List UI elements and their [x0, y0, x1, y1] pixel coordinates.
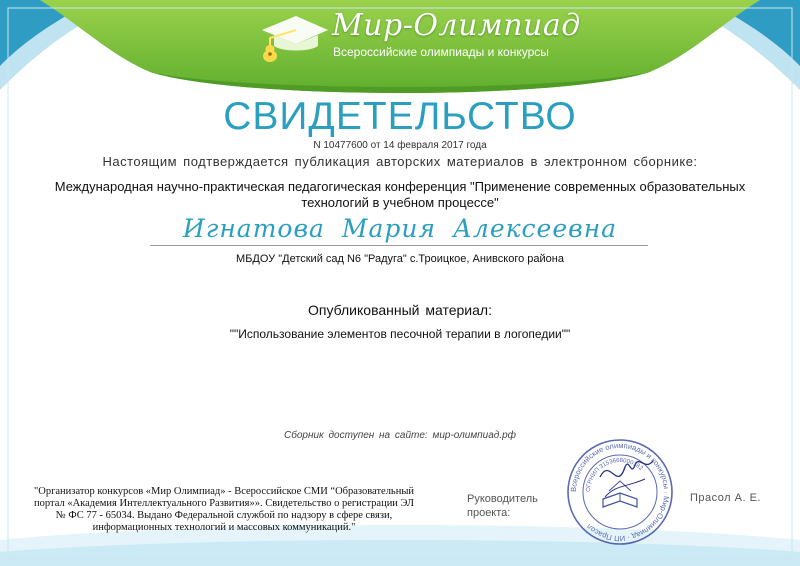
certificate-title: СВИДЕТЕЛЬСТВО	[223, 95, 577, 138]
organizer-line: "Организатор конкурсов «Мир Олимпиад» - Всероссийское СМИ “Образовательный	[33, 486, 415, 497]
project-leader-label	[467, 492, 538, 520]
svg-text:Всероссийские олимпиады и конк	[569, 441, 671, 543]
conference-name-line: технологий в учебном процессе"	[301, 195, 499, 210]
confirmation-text: Настоящим подтверждается публикация авторских материалов в электронном сборнике:	[102, 154, 698, 169]
leader-label-line: Руководитель	[467, 493, 538, 505]
brand-tagline: Всероссийские олимпиады и конкурсы	[333, 45, 549, 59]
institution-name: МБДОУ "Детский сад N6 "Радуга" с.Троицкое, Анивского района	[236, 253, 564, 265]
collection-site-line: Сборник доступен на сайте: мир-олимпиад.рф	[283, 430, 517, 441]
official-seal	[565, 437, 675, 547]
seal-number: ОГРНИП 3153668000182	[585, 457, 644, 493]
material-title: ""Использование элементов песочной терапии в логопедии""	[229, 327, 571, 341]
leader-label-line: проекта:	[467, 507, 511, 519]
brand-name: Мир-Олимпиад	[332, 8, 581, 43]
conference-name	[40, 179, 760, 211]
graduation-cap-guitar-icon	[258, 8, 330, 66]
organizer-info	[30, 486, 418, 534]
published-material-label: Опубликованный материал:	[308, 302, 492, 318]
seal-text: Всероссийские олимпиады и конкурсы · Мир-Олимпиад · ИП Прасол	[568, 440, 672, 544]
name-underline	[150, 245, 648, 246]
conference-name-line: Международная научно-практическая педагогическая конференция "Применение современных образовательных	[54, 179, 746, 194]
project-leader-name: Прасол А. Е.	[690, 492, 761, 504]
certificate-number: N 10477600 от 14 февраля 2017 года	[313, 140, 487, 151]
author-name: Игнатова Мария Алексеевна	[182, 214, 618, 243]
organizer-line: № ФС 77 - 65034. Выдано Федеральной службой по надзору в сфере связи,	[55, 510, 393, 521]
organizer-line: портал «Академия Интеллектуального Развития»». Свидетельство о регистрации ЭЛ	[34, 498, 414, 509]
organizer-line: информационных технологий и массовых коммуникаций."	[92, 522, 356, 533]
